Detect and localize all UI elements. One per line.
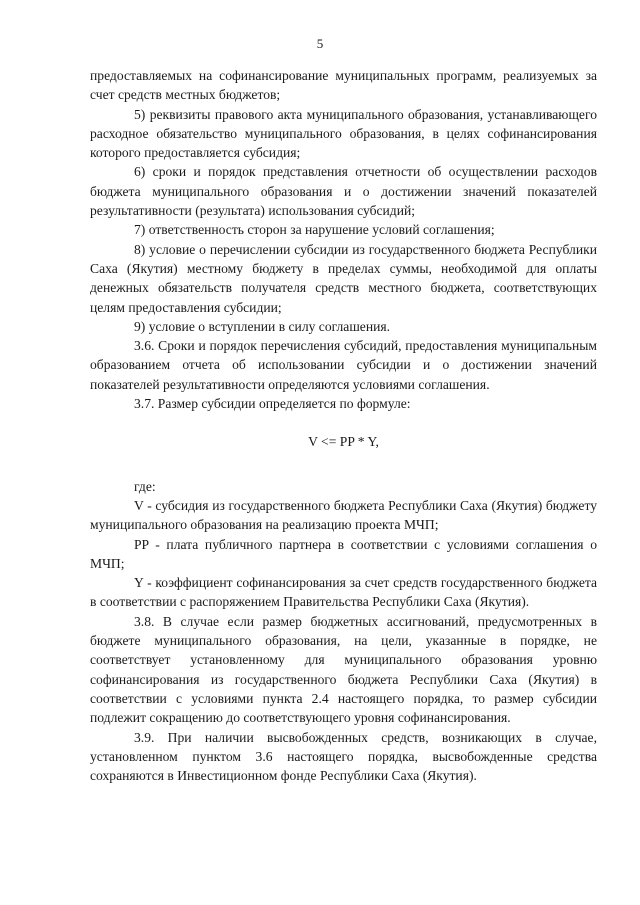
- paragraph-3-9: 3.9. При наличии высвобожденных средств, возникающих в случае, установленном пунктом 3.6 настоящего порядка, высвобожденные средства сохраняются в Инвестиционном фонде Республики Саха (Якутия).: [90, 729, 597, 784]
- paragraph-where: где:: [134, 478, 156, 494]
- paragraph-3-7: 3.7. Размер субсидии определяется по формуле:: [134, 396, 411, 412]
- paragraph-3-6: 3.6. Сроки и порядок перечисления субсидий, предоставления муниципальным образованием отчета об использовании субсидии и о достижении значений показателей результативности определяются условиями соглашения.: [90, 338, 597, 392]
- paragraph-item-5: 5) реквизиты правового акта муниципального образования, устанавливающего расходное обязательство муниципального образования, в целях софинансирования которого предоставляется субсидия;: [90, 106, 597, 161]
- paragraph-item-7: 7) ответственность сторон за нарушение условий соглашения;: [134, 222, 495, 238]
- subsidy-formula: V <= PP * Y,: [308, 434, 379, 450]
- page-number: 5: [316, 36, 324, 51]
- paragraph-item-8: 8) условие о перечислении субсидии из государственного бюджета Республики Саха (Якутия) местному бюджету в пределах суммы, необходимой для оплаты денежных обязательств получателя средств местного бюджета, соответствующих целям предоставления субсидии;: [90, 241, 597, 315]
- document-body: [90, 66, 597, 785]
- paragraph-item-9: 9) условие о вступлении в силу соглашения.: [134, 318, 391, 334]
- paragraph-3-8: 3.8. В случае если размер бюджетных ассигнований, предусмотренных в бюджете муниципального образования, на цели, указанные в порядке, не соответствует установленному для муниципального образования уровню софинансирования из государственного бюджета Республики Саха (Якутия) в соответствии с условиями пункта 2.4 настоящего порядка, то размер субсидии подлежит сокращению до соответствующего уровня софинансирования.: [90, 613, 597, 726]
- paragraph-continuation: предоставляемых на софинансирование муниципальных программ, реализуемых за счет средств местных бюджетов;: [90, 68, 597, 103]
- definition-v: V - субсидия из государственного бюджета Республики Саха (Якутия) бюджету муниципального образования на реализацию проекта МЧП;: [90, 497, 597, 533]
- definition-pp: PP - плата публичного партнера в соответствии с условиями соглашения о МЧП;: [90, 536, 597, 571]
- definition-y: Y - коэффициент софинансирования за счет средств государственного бюджета в соответствии с распоряжением Правительства Республики Саха (Якутия).: [90, 575, 597, 610]
- paragraph-item-6: 6) сроки и порядок представления отчетности об осуществлении расходов бюджета муниципального образования и о достижении значений показателей результативности (результата) использования субсидий;: [90, 164, 597, 219]
